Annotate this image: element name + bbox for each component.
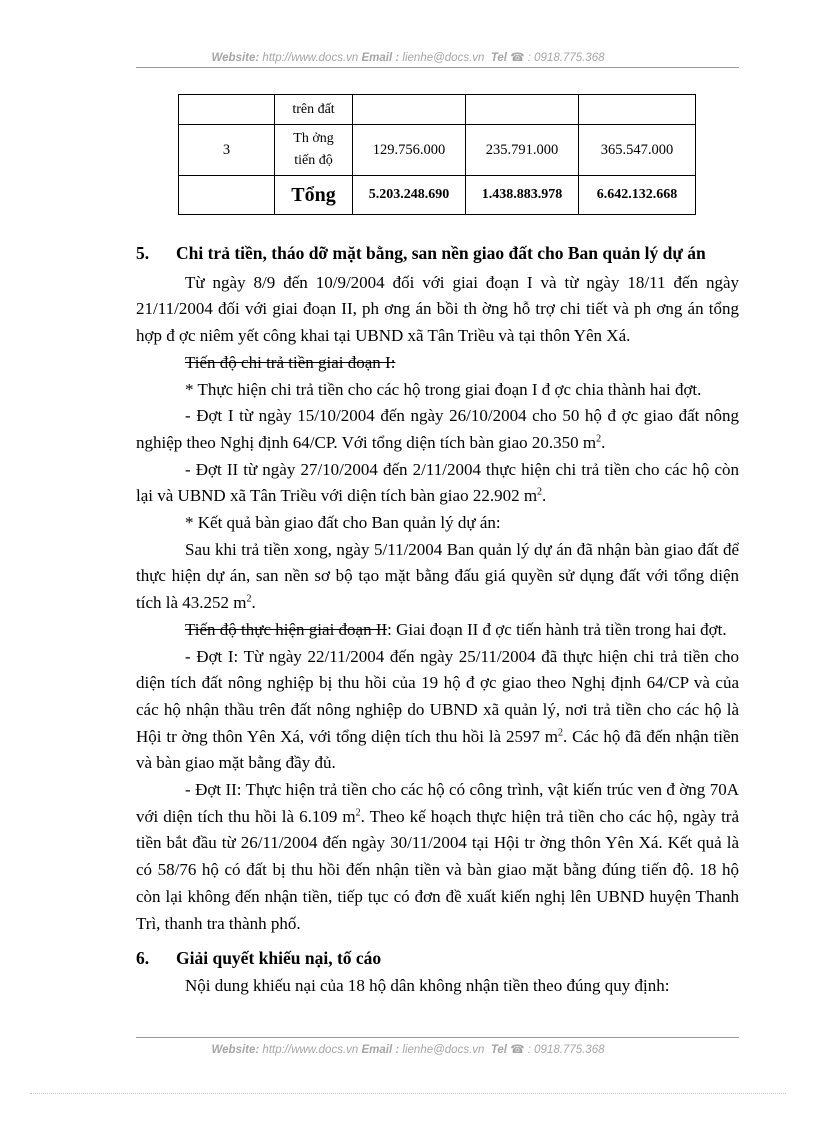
footer-tel-label: Tel — [490, 1044, 508, 1056]
table-cell-value — [579, 95, 696, 125]
paragraph-text: . — [542, 486, 547, 506]
table-cell-value: 235.791.000 — [466, 125, 579, 176]
header-rule — [136, 67, 739, 68]
table-cell-value — [353, 95, 466, 125]
paragraph-text: - Đợt I từ ngày 15/10/2004 đến ngày 26/10/2004 cho 50 hộ đ ợc giao đất nông nghiệp theo Nghị định 64/CP. Với tổng diện tích bàn giao 20.350 m — [136, 406, 739, 452]
section-title: Giải quyết khiếu nại, tố cáo — [176, 948, 382, 969]
footer-rule — [136, 1037, 739, 1038]
struck-subheading: Tiến độ chi trả tiền giai đoạn I: — [185, 352, 396, 372]
table-cell-item-line: tiến độ — [294, 153, 333, 168]
header-email-label: Email : — [361, 52, 400, 64]
table-cell-value — [466, 95, 579, 125]
table-cell-value: 129.756.000 — [353, 125, 466, 176]
section-heading — [136, 945, 739, 972]
paragraph-text: . — [601, 432, 606, 452]
struck-subheading: Tiến độ thực hiện giai đoạn II — [185, 619, 388, 639]
table-cell-no: 3 — [179, 125, 275, 176]
phone-icon: ☎ — [510, 1044, 525, 1056]
footer-website-label: Website: — [211, 1044, 260, 1056]
table-cell-total-value: 5.203.248.690 — [353, 176, 466, 215]
section-heading — [136, 240, 739, 267]
paragraph — [136, 350, 739, 377]
table-cell-total-label: Tổng — [275, 176, 353, 215]
header-tel-label: Tel — [490, 52, 508, 64]
paragraph-text: . — [251, 593, 256, 613]
page-bottom-dotted-line — [30, 1093, 786, 1094]
cost-table — [178, 94, 696, 215]
table-cell-item — [275, 125, 353, 176]
paragraph: Từ ngày 8/9 đến 10/9/2004 đối với giai đoạn I và từ ngày 18/11 đến ngày 21/11/2004 đối với giai đoạn II, ph ơng án bồi th ờng hỗ trợ chi tiết và ph ơng án tổng hợp đ ợc niêm yết công khai tại UBND xã Tân Triều và tại thôn Yên Xá. — [136, 272, 739, 346]
paragraph — [136, 537, 739, 617]
superscript: 2 — [596, 433, 602, 445]
superscript: 2 — [355, 807, 361, 819]
paragraph-text: . Theo kế hoạch thực hiện trả tiền cho các hộ, ngày trả tiền bắt đầu từ 26/11/2004 đến ngày 30/11/2004 tại Hội tr ờng thôn Yên Xá. Kết quả là có 58/76 hộ có đất bị thu hồi đến nhận tiền và bàn giao mặt bằng đúng tiến độ. 18 hộ còn lại không đến nhận tiền, tiếp tục có đơn đề xuất kiến nghị lên UBND huyện Thanh Trì, thanh tra thành phố. — [136, 806, 739, 933]
paragraph: * Kết quả bàn giao đất cho Ban quản lý dự án: — [185, 513, 501, 533]
footer-tel-value: : 0918.775.368 — [527, 1044, 605, 1056]
table-row — [179, 95, 696, 125]
paragraph — [136, 457, 739, 510]
table-cell-item: trên đất — [275, 95, 353, 125]
paragraph-text: - Đợt II: Thực hiện trả tiền cho các hộ có công trình, vật kiến trúc ven đ ờng 70A với diện tích thu hồi là 6.109 m — [136, 780, 739, 826]
paragraph-text: . Các hộ đã đến nhận tiền và bàn giao mặt bằng đầy đủ. — [136, 726, 739, 773]
footer-email-label: Email : — [361, 1044, 400, 1056]
superscript: 2 — [537, 486, 543, 498]
paragraph — [136, 617, 739, 644]
section-number: 6. — [136, 948, 150, 969]
table-cell-total-value: 1.438.883.978 — [466, 176, 579, 215]
footer-email-link[interactable]: lienhe@docs.vn — [402, 1044, 485, 1056]
header-website-label: Website: — [211, 52, 260, 64]
header-email-link[interactable]: lienhe@docs.vn — [402, 52, 485, 64]
paragraph — [136, 403, 739, 456]
table-cell-item-line: Th ởng — [293, 131, 334, 146]
paragraph — [136, 777, 739, 937]
page-header — [0, 50, 816, 64]
header-tel-value: : 0918.775.368 — [527, 52, 605, 64]
table-cell-no — [179, 176, 275, 215]
paragraph-text: Sau khi trả tiền xong, ngày 5/11/2004 Ban quản lý dự án đã nhận bàn giao đất để thực hiện dự án, san nền sơ bộ tạo mặt bằng đấu giá quyền sử dụng đất với tổng diện tích là 43.252 m — [136, 539, 739, 613]
paragraph — [136, 644, 739, 778]
phone-icon: ☎ — [510, 52, 525, 64]
document-body — [136, 240, 739, 1000]
paragraph: * Thực hiện chi trả tiền cho các hộ trong giai đoạn I đ ợc chia thành hai đợt. — [185, 379, 702, 399]
table-row — [179, 125, 696, 176]
footer-website-link[interactable]: http://www.docs.vn — [262, 1044, 359, 1056]
section-number: 5. — [136, 243, 150, 263]
section-title: Chi trả tiền, tháo dỡ mặt bằng, san nền giao đất cho Ban quản lý dự án — [176, 243, 706, 263]
table-cell-value: 365.547.000 — [579, 125, 696, 176]
paragraph: Nội dung khiếu nại của 18 hộ dân không nhận tiền theo đúng quy định: — [185, 975, 670, 995]
table-cell-total-value: 6.642.132.668 — [579, 176, 696, 215]
paragraph-text: - Đợt II từ ngày 27/10/2004 đến 2/11/2004 thực hiện chi trả tiền cho các hộ còn lại và UBND xã Tân Triều với diện tích bàn giao 22.902 m — [136, 459, 739, 506]
table-cell-no — [179, 95, 275, 125]
superscript: 2 — [246, 593, 252, 605]
header-website-link[interactable]: http://www.docs.vn — [262, 52, 359, 64]
paragraph-text: : Giai đoạn II đ ợc tiến hành trả tiền trong hai đợt. — [387, 619, 727, 639]
table-row-total — [179, 176, 696, 215]
page-footer — [0, 1042, 816, 1056]
paragraph-text: - Đợt I: Từ ngày 22/11/2004 đến ngày 25/11/2004 đã thực hiện chi trả tiền cho diện tích đất nông nghiệp bị thu hồi của 19 hộ đ ợc giao theo Nghị định 64/CP và của các hộ nhận thầu trên đất nông nghiệp do UBND xã quản lý, nơi trả tiền cho các hộ là Hội tr ờng thôn Yên Xá, với tổng diện tích thu hồi là 2597 m — [136, 646, 739, 746]
superscript: 2 — [558, 727, 564, 738]
